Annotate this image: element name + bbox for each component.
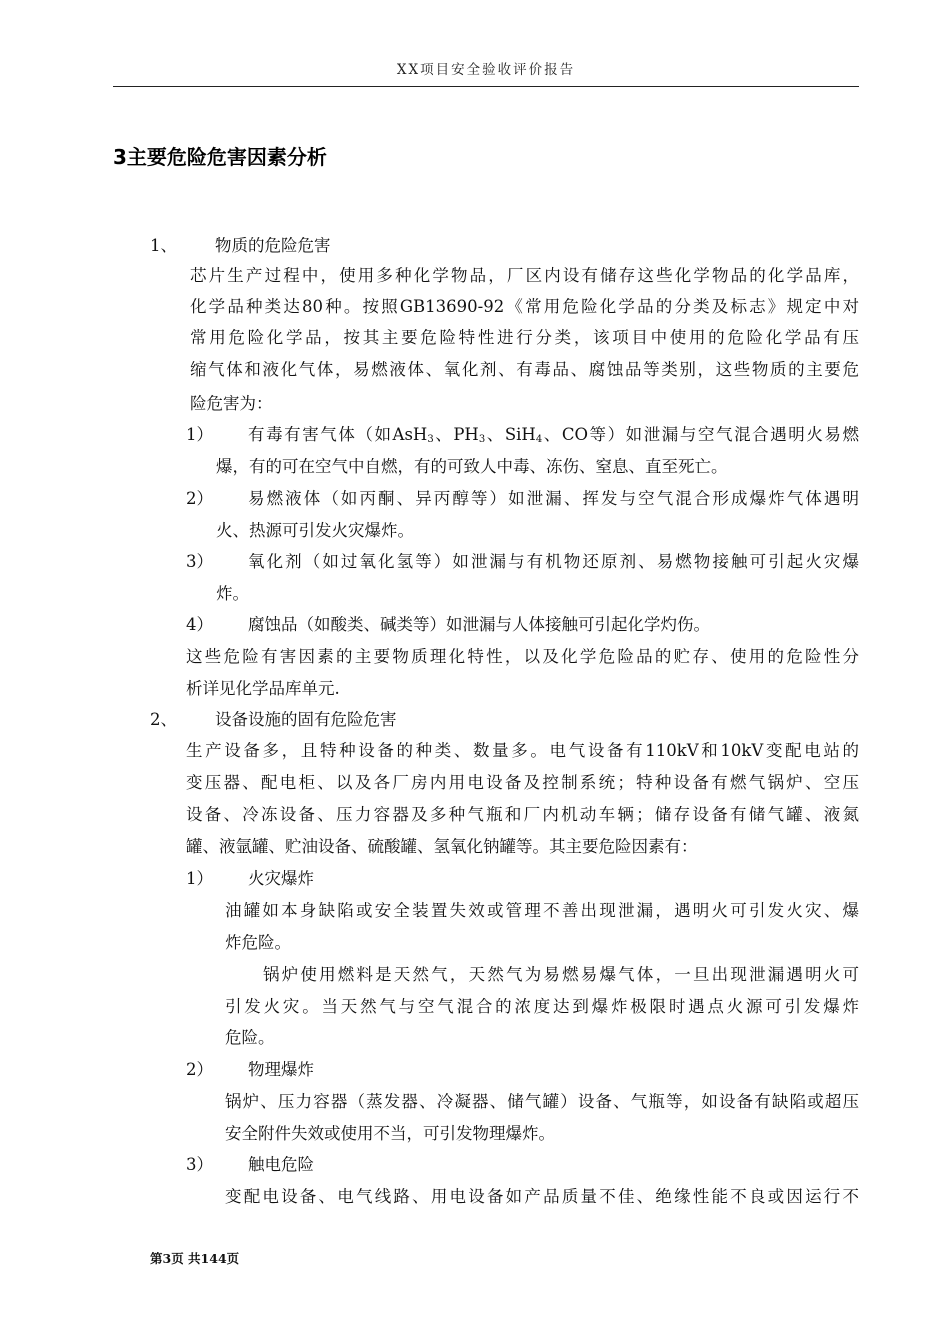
- s1-para-line: 险危害为：: [190, 394, 273, 413]
- s2-para-line: 罐、液氩罐、贮油设备、硫酸罐、氢氧化钠罐等。其主要危险因素有：: [186, 837, 698, 856]
- s2-item-1-line: 危险。: [225, 1028, 275, 1047]
- s1-para-line: 化学品种类达80种。按照GB13690-92《常用危险化学品的分类及标志》规定中对: [190, 297, 859, 316]
- s2-item-number: 1）: [186, 869, 213, 888]
- s2-number: 2、: [150, 710, 177, 729]
- s1-item-number: 3）: [186, 552, 213, 571]
- s1-title: 物质的危险危害: [215, 236, 331, 255]
- s2-item-1-line: 锅炉使用燃料是天然气，天然气为易燃易爆气体，一旦出现泄漏遇明火可: [263, 965, 859, 984]
- s2-item-1-line: 炸危险。: [225, 933, 291, 952]
- s2-title: 设备设施的固有危险危害: [215, 710, 397, 729]
- s2-para-line: 变压器、配电柜、以及各厂房内用电设备及控制系统；特种设备有燃气锅炉、空压: [186, 773, 859, 792]
- s1-closing-line: 这些危险有害因素的主要物质理化特性，以及化学危险品的贮存、使用的危险性分: [186, 647, 859, 666]
- s2-item-1-line: 引发火灾。当天然气与空气混合的浓度达到爆炸极限时遇点火源可引发爆炸: [225, 997, 859, 1016]
- s1-item-4-line: 腐蚀品（如酸类、碱类等）如泄漏与人体接触可引起化学灼伤。: [248, 615, 710, 634]
- s2-para-line: 生产设备多，且特种设备的种类、数量多。电气设备有110kV和10kV变配电站的: [186, 741, 859, 760]
- s1-item-number: 4）: [186, 615, 213, 634]
- page-footer: 第3页 共144页: [150, 1251, 240, 1266]
- s2-item-3-title: 触电危险: [248, 1155, 314, 1174]
- s1-item-2-line: 易燃液体（如丙酮、异丙醇等）如泄漏、挥发与空气混合形成爆炸气体遇明: [248, 489, 859, 508]
- s2-item-number: 3）: [186, 1155, 213, 1174]
- s1-item-3-line: 氧化剂（如过氧化氢等）如泄漏与有机物还原剂、易燃物接触可引起火灾爆: [248, 552, 859, 571]
- running-header: XX项目安全验收评价报告: [113, 58, 859, 87]
- s2-item-1-line: 油罐如本身缺陷或安全装置失效或管理不善出现泄漏，遇明火可引发火灾、爆: [225, 901, 859, 920]
- section-title: 3主要危险危害因素分析: [113, 145, 327, 169]
- s2-para-line: 设备、冷冻设备、压力容器及多种气瓶和厂内机动车辆；储存设备有储气罐、液氮: [186, 805, 859, 824]
- s1-item-1-line: 有毒有害气体（如AsH$_3$、$PH_3$、SiH$_4$、CO等）如泄漏与空气混合遇明火易燃: [248, 425, 859, 445]
- s2-item-2-title: 物理爆炸: [248, 1060, 314, 1079]
- s1-item-number: 2）: [186, 489, 213, 508]
- s1-item-number: 1）: [186, 425, 213, 444]
- s2-item-2-line: 锅炉、压力容器（蒸发器、冷凝器、储气罐）设备、气瓶等，如设备有缺陷或超压: [225, 1092, 859, 1111]
- s1-closing-line: 析详见化学品库单元.: [186, 679, 340, 698]
- s1-item-2-line: 火、热源可引发火灾爆炸。: [216, 521, 414, 540]
- s2-item-1-title: 火灾爆炸: [248, 869, 314, 888]
- s2-item-3-line: 变配电设备、电气线路、用电设备如产品质量不佳、绝缘性能不良或因运行不: [225, 1187, 859, 1206]
- s1-item-1-line: 爆，有的可在空气中自燃，有的可致人中毒、冻伤、窒息、直至死亡。: [216, 457, 728, 476]
- s1-number: 1、: [150, 236, 177, 255]
- s1-para-line: 常用危险化学品，按其主要危险特性进行分类，该项目中使用的危险化学品有压: [190, 328, 859, 347]
- s1-para-line: 缩气体和液化气体，易燃液体、氧化剂、有毒品、腐蚀品等类别，这些物质的主要危: [190, 360, 859, 379]
- s1-para-line: 芯片生产过程中，使用多种化学物品，厂区内设有储存这些化学物品的化学品库，: [190, 266, 859, 285]
- s1-item-3-line: 炸。: [216, 584, 249, 603]
- s2-item-number: 2）: [186, 1060, 213, 1079]
- s2-item-2-line: 安全附件失效或使用不当，可引发物理爆炸。: [225, 1124, 555, 1143]
